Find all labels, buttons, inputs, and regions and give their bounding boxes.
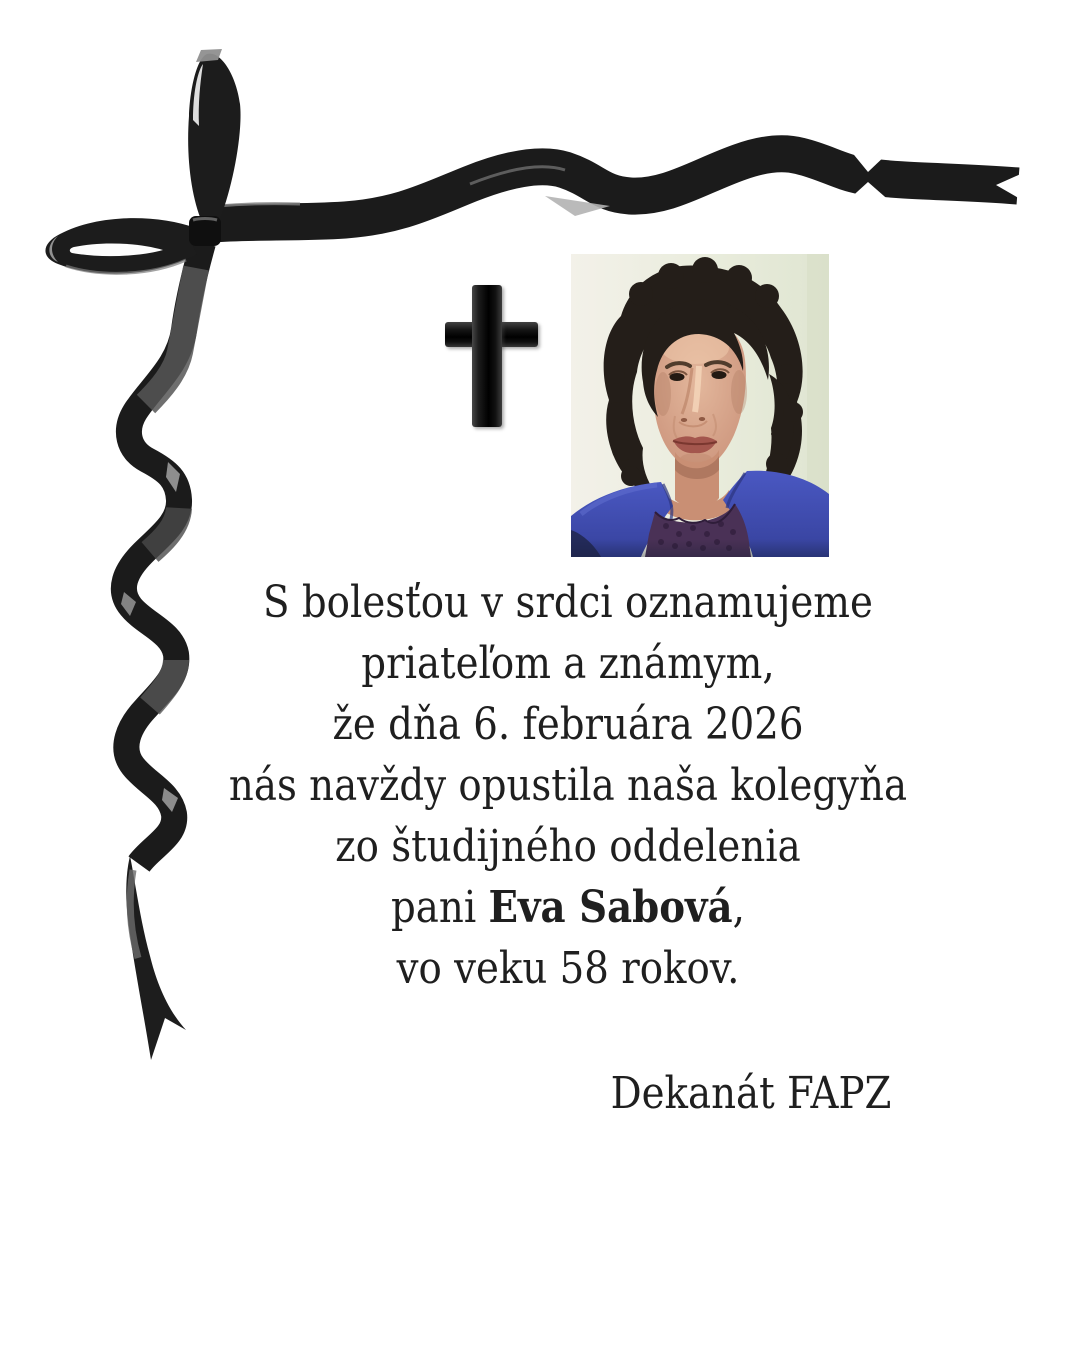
announcement-line-7: vo veku 58 rokov.	[396, 943, 740, 994]
name-prefix: pani	[391, 882, 489, 933]
announcement-line-5: zo študijného oddelenia	[335, 821, 801, 872]
announcement-line-1: S bolesťou v srdci oznamujeme	[263, 577, 873, 628]
announcement-line-name	[93, 877, 1043, 938]
deceased-name: Eva Sabová	[488, 882, 733, 933]
announcement-line-2: priateľom a známym,	[361, 638, 775, 689]
signature-text: Dekanát FAPZ	[610, 1068, 892, 1119]
announcement-line-3: že dňa 6. februára 2026	[332, 699, 804, 750]
announcement-text	[93, 572, 1043, 999]
announcement-line-4: nás navždy opustila naša kolegyňa	[228, 760, 908, 811]
portrait-photo	[571, 254, 829, 557]
cross-vertical-bar	[472, 285, 502, 427]
name-suffix: ,	[732, 882, 745, 933]
